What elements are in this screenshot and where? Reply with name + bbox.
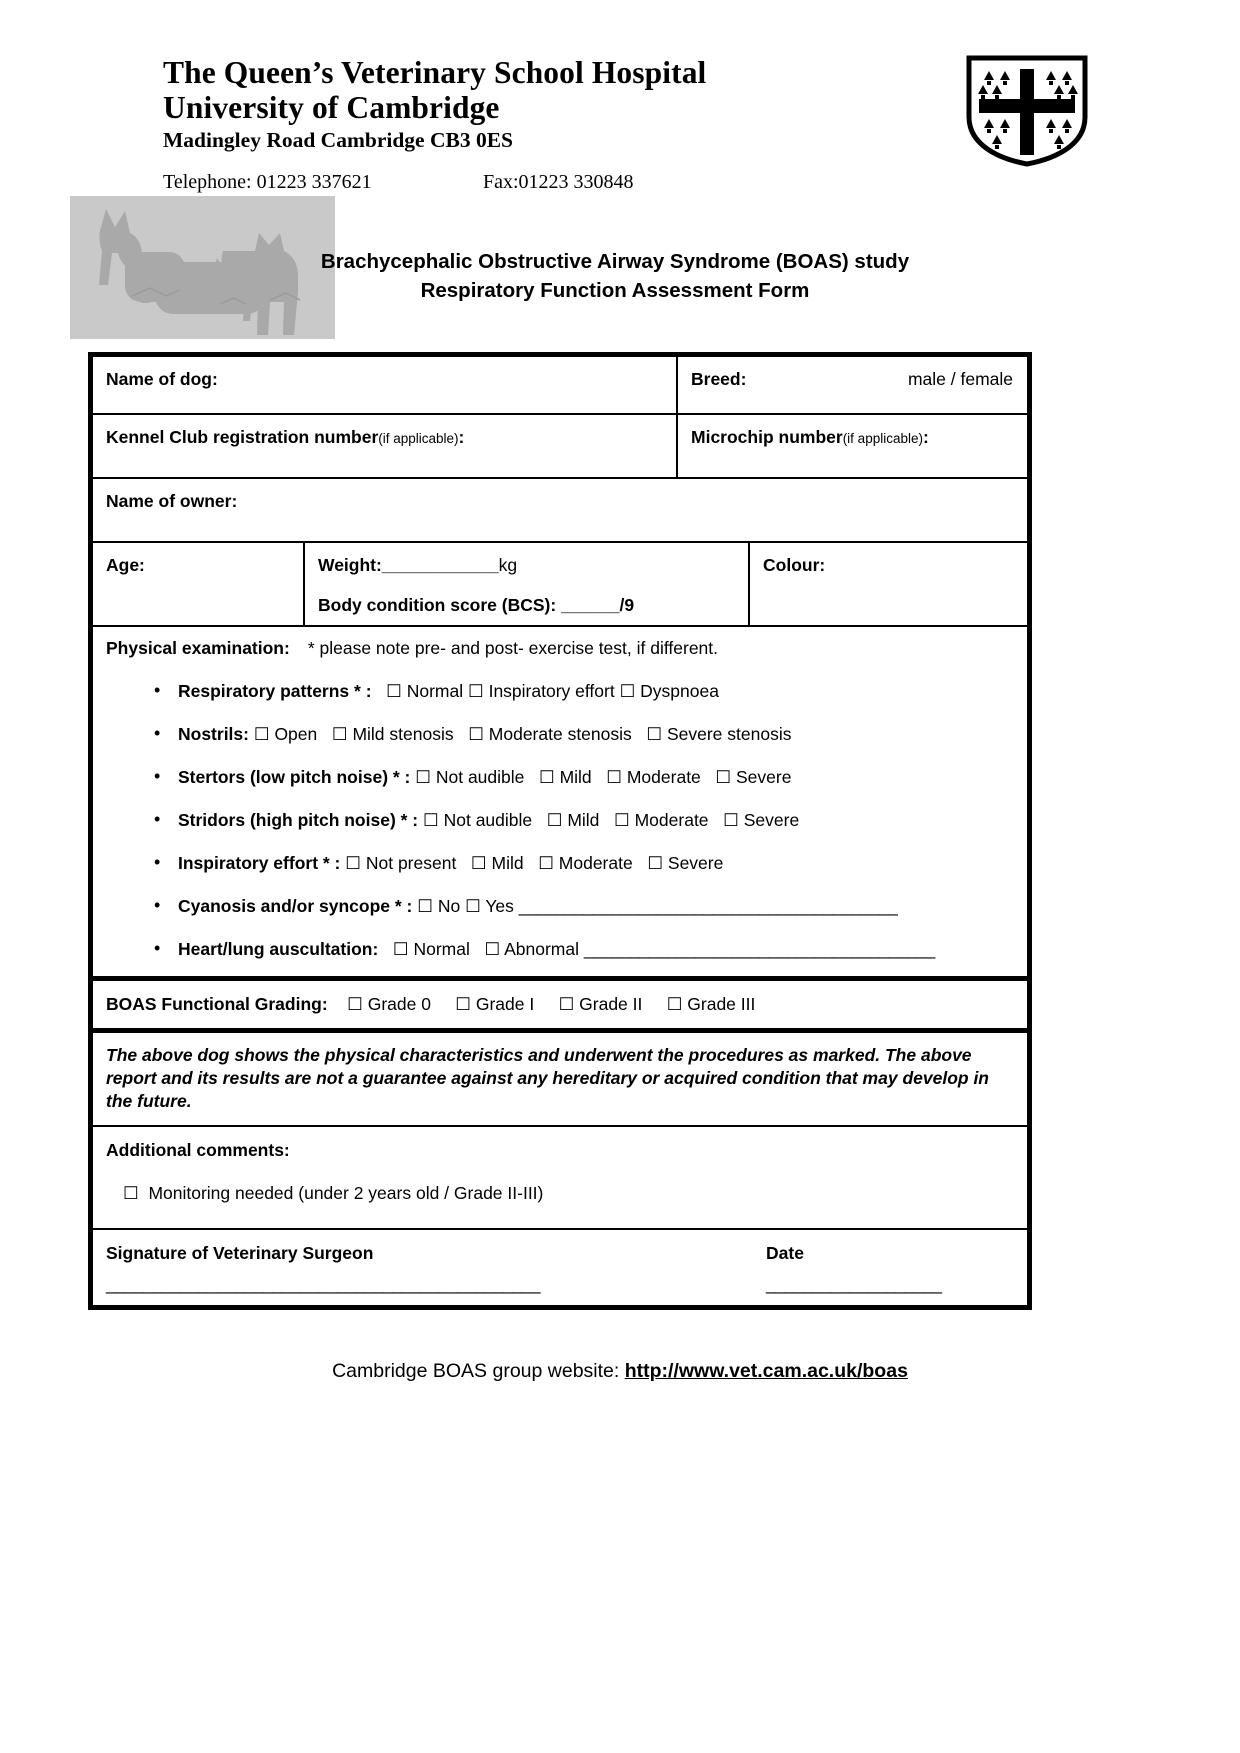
label-heart-lung-auscultation: Heart/lung auscultation: <box>178 939 379 959</box>
weight-blank[interactable]: ____________ <box>381 555 499 575</box>
contact-line <box>163 171 1043 194</box>
label-respiratory-patterns: Respiratory patterns * : <box>178 681 372 701</box>
option-label: Moderate <box>558 853 633 873</box>
option-label: Severe stenosis <box>666 724 792 744</box>
option-label: Grade I <box>475 994 535 1014</box>
label-bcs: Body condition score (BCS): <box>318 595 557 615</box>
list-item-stertors <box>106 766 1027 788</box>
checkbox-icon[interactable]: ☐ <box>470 853 487 873</box>
option-label: Mild <box>567 810 600 830</box>
sex-options[interactable]: male / female <box>907 369 1013 389</box>
assessment-form-table <box>88 352 1032 1310</box>
label-microchip-note: (if applicable) <box>842 431 923 446</box>
table-row-kc-microchip <box>93 415 1027 479</box>
checkbox-icon[interactable]: ☐ <box>647 853 664 873</box>
checkbox-option-not-audible[interactable] <box>423 810 532 830</box>
field-name-of-dog[interactable] <box>93 357 678 413</box>
option-label: Grade 0 <box>367 994 431 1014</box>
option-label: Not audible <box>443 810 533 830</box>
auscultation-write-in-line[interactable]: ______________________________________ <box>583 939 935 959</box>
checkbox-option-mild[interactable] <box>529 767 591 787</box>
checkbox-option-grade-2[interactable] <box>539 994 642 1014</box>
checkbox-option-mild[interactable] <box>461 853 523 873</box>
label-name-of-dog: Name of dog: <box>106 369 218 389</box>
checkbox-option-abnormal[interactable] <box>475 939 579 959</box>
option-label: Moderate stenosis <box>488 724 632 744</box>
option-label: Not present <box>365 853 457 873</box>
checkbox-icon[interactable]: ☐ <box>619 681 636 701</box>
checkbox-option-not-audible[interactable] <box>415 767 524 787</box>
fax-text: Fax:01223 330848 <box>483 171 634 193</box>
cyanosis-write-in-line[interactable]: _________________________________________ <box>518 896 898 916</box>
checkbox-option-normal[interactable] <box>376 681 463 701</box>
field-weight-bcs[interactable] <box>305 543 750 625</box>
label-stridors: Stridors (high pitch noise) * : <box>178 810 419 830</box>
checkbox-option-severe[interactable] <box>713 810 799 830</box>
label-cyanosis-syncope: Cyanosis and/or syncope * : <box>178 896 413 916</box>
option-label: Severe <box>743 810 800 830</box>
option-label: Yes <box>485 896 514 916</box>
checkbox-icon[interactable]: ☐ <box>415 767 431 787</box>
date-line[interactable]: ___________________ <box>766 1274 942 1294</box>
footer <box>0 1360 1240 1383</box>
checkbox-icon[interactable]: ☐ <box>666 994 683 1014</box>
label-colour: Colour: <box>763 555 826 575</box>
checkbox-icon[interactable]: ☐ <box>468 724 484 744</box>
address-line: Madingley Road Cambridge CB3 0ES <box>163 128 514 152</box>
university-name: University of Cambridge <box>163 90 500 125</box>
checkbox-icon[interactable]: ☐ <box>723 810 739 830</box>
checkbox-option-grade-3[interactable] <box>647 994 755 1014</box>
checkbox-option-grade-0[interactable] <box>333 994 431 1014</box>
checkbox-option-severe[interactable] <box>638 853 724 873</box>
checkbox-icon[interactable]: ☐ <box>539 767 555 787</box>
checkbox-icon[interactable]: ☐ <box>392 939 409 959</box>
option-label: No <box>437 896 461 916</box>
checkbox-icon[interactable]: ☐ <box>546 810 563 830</box>
crest-icon <box>963 55 1091 167</box>
option-label: Mild <box>559 767 592 787</box>
list-item-inspiratory-effort <box>106 852 1027 874</box>
checkbox-icon[interactable]: ☐ <box>558 994 575 1014</box>
checkbox-icon[interactable]: ☐ <box>715 767 732 787</box>
option-label: Normal <box>406 681 464 701</box>
checkbox-option-severe-stenosis[interactable] <box>637 724 792 744</box>
label-stertors: Stertors (low pitch noise) * : <box>178 767 411 787</box>
option-label: Grade III <box>687 994 756 1014</box>
option-label: Not audible <box>435 767 525 787</box>
label-microchip: Microchip number <box>691 427 843 447</box>
field-microchip-number[interactable] <box>678 415 1027 477</box>
checkbox-icon[interactable]: ☐ <box>468 681 484 701</box>
checkbox-icon[interactable]: ☐ <box>646 724 663 744</box>
checkbox-icon[interactable]: ☐ <box>538 853 554 873</box>
label-kennel-club-note: (if applicable) <box>378 431 459 446</box>
field-kennel-club-number[interactable] <box>93 415 678 477</box>
option-label: Severe <box>735 767 792 787</box>
checkbox-icon[interactable]: ☐ <box>417 896 433 916</box>
telephone-text: Telephone: 01223 337621 <box>163 171 372 193</box>
option-label: Abnormal <box>504 939 580 959</box>
hospital-name: The Queen’s Veterinary School Hospital <box>163 55 707 90</box>
checkbox-option-yes[interactable] <box>465 896 514 916</box>
letterhead <box>163 55 1043 194</box>
checkbox-icon[interactable]: ☐ <box>331 724 348 744</box>
table-row-owner <box>93 479 1027 543</box>
table-row-name-breed <box>93 357 1027 415</box>
boas-website-link[interactable]: http://www.vet.cam.ac.uk/boas <box>624 1360 908 1382</box>
list-item-respiratory-patterns <box>106 680 1027 702</box>
checkbox-option-mild[interactable] <box>537 810 599 830</box>
study-title <box>200 247 1030 305</box>
checkbox-icon[interactable]: ☐ <box>345 853 361 873</box>
checkbox-option-moderate[interactable] <box>604 810 708 830</box>
weight-unit: kg <box>498 555 518 575</box>
list-item-cyanosis-syncope <box>106 895 1027 917</box>
option-label: Mild stenosis <box>352 724 454 744</box>
list-item-stridors <box>106 809 1027 831</box>
checkbox-icon[interactable]: ☐ <box>455 994 471 1014</box>
checkbox-icon[interactable]: ☐ <box>614 810 630 830</box>
signature-line[interactable]: _______________________________________________ <box>106 1274 540 1294</box>
label-breed: Breed: <box>691 369 747 389</box>
checkbox-option-moderate-stenosis[interactable] <box>458 724 631 744</box>
list-item-nostrils <box>106 723 1027 745</box>
footer-text: Cambridge BOAS group website: <box>332 1360 620 1382</box>
additional-comments-section <box>93 1127 1027 1230</box>
checkbox-option-not-present[interactable] <box>345 853 456 873</box>
checkbox-option-no[interactable] <box>417 896 460 916</box>
checkbox-icon[interactable]: ☐ <box>465 896 481 916</box>
label-name-of-owner: Name of owner: <box>106 491 238 511</box>
option-label: Severe <box>667 853 724 873</box>
checkbox-option-dyspnoea[interactable] <box>620 681 719 701</box>
checkbox-option-mild-stenosis[interactable] <box>322 724 453 744</box>
checkbox-icon[interactable]: ☐ <box>606 767 622 787</box>
option-label: Grade II <box>579 994 643 1014</box>
label-kennel-club-colon: : <box>458 427 465 447</box>
option-label: Moderate <box>634 810 709 830</box>
option-label: Mild <box>491 853 524 873</box>
checkbox-icon[interactable]: ☐ <box>423 810 439 830</box>
checkbox-option-inspiratory-effort[interactable] <box>468 681 615 701</box>
weight-line <box>318 555 748 576</box>
field-breed[interactable] <box>678 357 1027 413</box>
checkbox-option-monitoring-needed[interactable] <box>106 1183 1027 1204</box>
option-label: Normal <box>413 939 470 959</box>
table-row-age-weight-colour <box>93 543 1027 627</box>
option-label: Open <box>274 724 318 744</box>
bcs-blank[interactable]: ______ <box>561 595 620 615</box>
checkbox-option-grade-1[interactable] <box>436 994 534 1014</box>
signature-section <box>93 1230 1027 1305</box>
bcs-max: /9 <box>619 595 635 615</box>
physical-examination-section <box>93 627 1027 981</box>
checkbox-option-open[interactable] <box>254 724 317 744</box>
physical-examination-heading-row <box>106 638 1027 659</box>
boas-functional-grading-row <box>93 981 1027 1033</box>
field-colour[interactable] <box>750 543 1027 625</box>
study-title-line2: Respiratory Function Assessment Form <box>420 279 810 302</box>
bcs-line <box>318 595 748 616</box>
checkbox-icon[interactable]: ☐ <box>123 1183 139 1203</box>
option-label: Monitoring needed (under 2 years old / Grade II-III) <box>148 1183 544 1203</box>
label-age: Age: <box>106 555 145 575</box>
option-label: Inspiratory effort <box>488 681 615 701</box>
field-age[interactable] <box>93 543 305 625</box>
label-additional-comments: Additional comments: <box>106 1140 290 1160</box>
checkbox-icon[interactable]: ☐ <box>253 724 270 744</box>
list-item-heart-lung-auscultation <box>106 938 1027 960</box>
checkbox-icon[interactable]: ☐ <box>347 994 363 1014</box>
option-label: Dyspnoea <box>640 681 719 701</box>
checkbox-option-severe[interactable] <box>706 767 792 787</box>
checkbox-icon[interactable]: ☐ <box>386 681 402 701</box>
checkbox-icon[interactable]: ☐ <box>484 939 501 959</box>
physical-examination-items <box>106 680 1027 960</box>
disclaimer-text: The above dog shows the physical characteristics and underwent the procedures as marked. The above report and its results are not a guarantee against any hereditary or acquired condition that may develop in the future. <box>93 1033 1027 1127</box>
label-nostrils: Nostrils: <box>178 724 249 744</box>
field-name-of-owner[interactable] <box>93 479 1027 541</box>
signature-block <box>106 1243 766 1295</box>
label-inspiratory-effort: Inspiratory effort * : <box>178 853 341 873</box>
label-date: Date <box>766 1243 804 1263</box>
checkbox-option-normal[interactable] <box>383 939 470 959</box>
label-weight: Weight: <box>318 555 382 575</box>
label-microchip-colon: : <box>922 427 929 447</box>
label-boas-grading: BOAS Functional Grading: <box>106 994 328 1014</box>
label-signature: Signature of Veterinary Surgeon <box>106 1243 374 1263</box>
label-physical-examination: Physical examination: <box>106 638 290 658</box>
checkbox-option-moderate[interactable] <box>528 853 632 873</box>
label-kennel-club: Kennel Club registration number <box>106 427 379 447</box>
option-label: Moderate <box>626 767 701 787</box>
checkbox-option-moderate[interactable] <box>597 767 701 787</box>
physical-examination-note: * please note pre- and post- exercise test, if different. <box>307 638 719 658</box>
date-block <box>766 1243 1027 1295</box>
study-title-line1: Brachycephalic Obstructive Airway Syndrome (BOAS) study <box>320 250 910 273</box>
